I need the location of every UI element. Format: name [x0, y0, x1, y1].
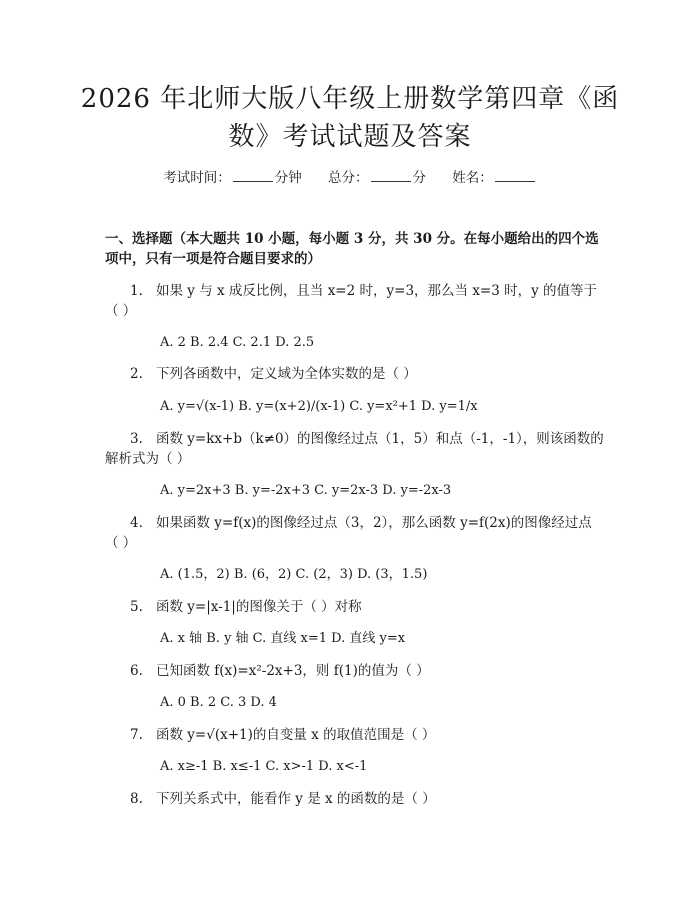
- question-number: 2.: [130, 366, 143, 382]
- question-2: [105, 364, 605, 384]
- question-2-options: A. y=√(x-1) B. y=(x+2)/(x-1) C. y=x²+1 D. y=1/x: [160, 399, 478, 414]
- question-4-options: A. (1.5，2) B. (6，2) C. (2，3) D. (3，1.5): [160, 567, 428, 582]
- question-number: 5.: [130, 599, 143, 615]
- question-text: 下列各函数中，定义域为全体实数的是（ ）: [156, 366, 417, 382]
- question-3-options: A. y=2x+3 B. y=-2x+3 C. y=2x-3 D. y=-2x-3: [160, 483, 452, 498]
- question-7-options: A. x≥-1 B. x≤-1 C. x>-1 D. x<-1: [160, 759, 368, 774]
- question-1: [105, 281, 605, 321]
- question-5-options: A. x 轴 B. y 轴 C. 直线 x=1 D. 直线 y=x: [160, 631, 406, 646]
- total-score-label: 总分：: [328, 170, 369, 186]
- question-1-options: A. 2 B. 2.4 C. 2.1 D. 2.5: [160, 335, 315, 350]
- exam-info-row: [0, 167, 700, 188]
- student-name-field: [452, 170, 537, 186]
- question-text: 下列关系式中，能看作 y 是 x 的函数的是（ ）: [156, 791, 436, 807]
- exam-title-line2: 数》考试试题及答案: [228, 122, 472, 152]
- question-6-options: A. 0 B. 2 C. 3 D. 4: [160, 695, 277, 710]
- total-score-field: [328, 170, 430, 186]
- total-score-unit: 分: [412, 170, 426, 186]
- question-text: 已知函数 f(x)=x²-2x+3，则 f(1)的值为（ ）: [156, 663, 430, 679]
- question-text: 如果函数 y=f(x)的图像经过点（3，2），那么函数 y=f(2x)的图像经过点（ ）: [105, 515, 592, 551]
- exam-time-field: [163, 170, 306, 186]
- exam-time-label: 考试时间：: [163, 170, 231, 186]
- question-number: 3.: [130, 431, 143, 447]
- exam-title-line1: 2026 年北师大版八年级上册数学第四章《函: [80, 84, 620, 114]
- question-4: [105, 513, 605, 553]
- question-number: 7.: [130, 727, 143, 743]
- question-text: 函数 y=√(x+1)的自变量 x 的取值范围是（ ）: [156, 727, 436, 743]
- question-number: 8.: [130, 791, 143, 807]
- question-text: 函数 y=|x-1|的图像关于（ ）对称: [156, 599, 362, 615]
- question-5: [105, 597, 605, 617]
- exam-time-blank: [233, 167, 273, 182]
- section-heading: 一、选择题（本大题共 10 小题，每小题 3 分，共 30 分。在每小题给出的四个选项中，只有一项是符合题目要求的）: [105, 231, 599, 267]
- question-7: [105, 725, 605, 745]
- question-8: [105, 789, 605, 809]
- question-text: 如果 y 与 x 成反比例，且当 x=2 时，y=3，那么当 x=3 时，y 的值等于（ ）: [105, 283, 598, 319]
- question-text: 函数 y=kx+b（k≠0）的图像经过点（1，5）和点（-1，-1），则该函数的解析式为（ ）: [105, 431, 604, 467]
- question-6: [105, 661, 605, 681]
- question-number: 1.: [130, 283, 143, 299]
- student-name-blank: [495, 167, 535, 182]
- total-score-blank: [371, 167, 411, 182]
- student-name-label: 姓名：: [452, 170, 493, 186]
- question-3: [105, 429, 605, 469]
- exam-time-unit: 分钟: [274, 170, 302, 186]
- question-number: 4.: [130, 515, 143, 531]
- question-number: 6.: [130, 663, 143, 679]
